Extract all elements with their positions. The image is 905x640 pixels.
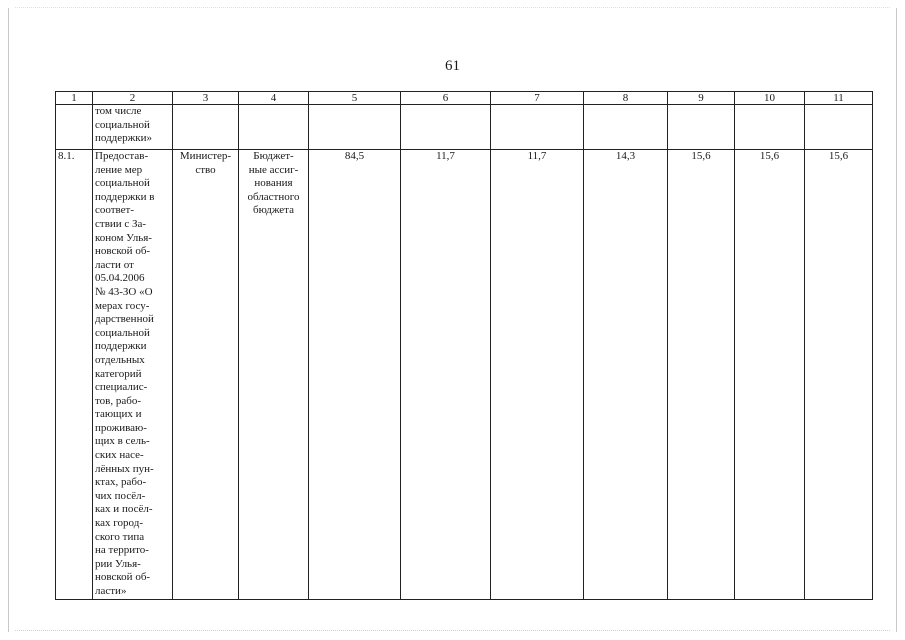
- empty-cell: [668, 105, 735, 150]
- text-line: нования: [254, 177, 293, 190]
- text-line: том числе: [95, 105, 142, 117]
- text-line: специалис-: [95, 381, 148, 394]
- text-line: № 43-ЗО «О: [95, 285, 153, 298]
- value-cell: 15,6: [735, 150, 805, 600]
- text-line: мерах госу-: [95, 299, 150, 312]
- executor-cell: [173, 150, 239, 600]
- column-number: 1: [56, 92, 93, 105]
- text-line: социальной: [95, 118, 150, 131]
- value-cell: 11,7: [491, 150, 584, 600]
- text-line: дарственной: [95, 313, 154, 326]
- empty-cell: [584, 105, 668, 150]
- program-table: [55, 91, 873, 600]
- column-number: 8: [584, 92, 668, 105]
- measure-name-cell: [93, 150, 173, 600]
- text-line: 05.04.2006: [95, 272, 145, 285]
- empty-cell: [56, 105, 93, 150]
- text-line: ласти»: [95, 585, 127, 597]
- column-number: 11: [805, 92, 873, 105]
- empty-cell: [805, 105, 873, 150]
- text-line: ктах, рабо-: [95, 476, 147, 489]
- value-cell: 14,3: [584, 150, 668, 600]
- text-line: лённых пун-: [95, 462, 154, 475]
- text-line: тающих и: [95, 408, 142, 421]
- scan-edge-bottom: [15, 630, 890, 631]
- column-number: 7: [491, 92, 584, 105]
- text-line: категорий: [95, 367, 142, 380]
- text-line: бюджета: [252, 204, 294, 217]
- empty-cell: [735, 105, 805, 150]
- continuation-text-cell: [93, 105, 173, 150]
- empty-cell: [239, 105, 309, 150]
- text-line: на террито-: [95, 544, 149, 557]
- text-line: проживаю-: [95, 421, 147, 434]
- text-line: новской об-: [95, 571, 151, 584]
- page-number: 61: [445, 58, 460, 74]
- empty-cell: [173, 105, 239, 150]
- value-cell: 15,6: [805, 150, 873, 600]
- text-line: рии Улья-: [95, 557, 141, 570]
- text-line: ление мер: [95, 163, 143, 176]
- text-line: областного: [247, 190, 300, 203]
- column-number: 6: [401, 92, 491, 105]
- text-line: поддержки: [95, 340, 147, 353]
- text-line: ках и посёл-: [95, 503, 153, 516]
- column-number: 2: [93, 92, 173, 105]
- text-line: ского типа: [95, 530, 145, 543]
- text-line: ласти от: [95, 258, 134, 271]
- text-line: Предостав-: [95, 150, 149, 162]
- text-line: ные ассиг-: [248, 163, 299, 176]
- value-cell: 15,6: [668, 150, 735, 600]
- text-line: Бюджет-: [253, 150, 294, 162]
- funding-source-cell: [239, 150, 309, 600]
- text-line: чих посёл-: [95, 489, 146, 502]
- value-cell: 84,5: [309, 150, 401, 600]
- column-number: 4: [239, 92, 309, 105]
- continuation-row: [56, 105, 873, 150]
- empty-cell: [309, 105, 401, 150]
- column-number: 10: [735, 92, 805, 105]
- text-line: новской об-: [95, 245, 151, 258]
- row-index: 8.1.: [56, 150, 93, 600]
- text-line: отдельных: [95, 353, 145, 366]
- text-line: тов, рабо-: [95, 394, 141, 407]
- text-line: Министер-: [179, 150, 232, 162]
- text-line: поддержки»: [95, 132, 152, 145]
- column-number-row: [56, 92, 873, 105]
- column-number: 3: [173, 92, 239, 105]
- table-row: [56, 150, 873, 600]
- text-line: ство: [195, 163, 216, 176]
- empty-cell: [401, 105, 491, 150]
- value-cell: 11,7: [401, 150, 491, 600]
- text-line: поддержки в: [95, 190, 155, 203]
- text-line: коном Улья-: [95, 231, 152, 244]
- text-line: социальной: [95, 326, 150, 339]
- column-number: 5: [309, 92, 401, 105]
- text-line: соответ-: [95, 204, 135, 217]
- text-line: ках город-: [95, 517, 143, 530]
- text-line: ствии с За-: [95, 217, 147, 230]
- column-number: 9: [668, 92, 735, 105]
- text-line: щих в сель-: [95, 435, 150, 448]
- text-line: социальной: [95, 177, 150, 190]
- text-line: ских насе-: [95, 449, 144, 462]
- empty-cell: [491, 105, 584, 150]
